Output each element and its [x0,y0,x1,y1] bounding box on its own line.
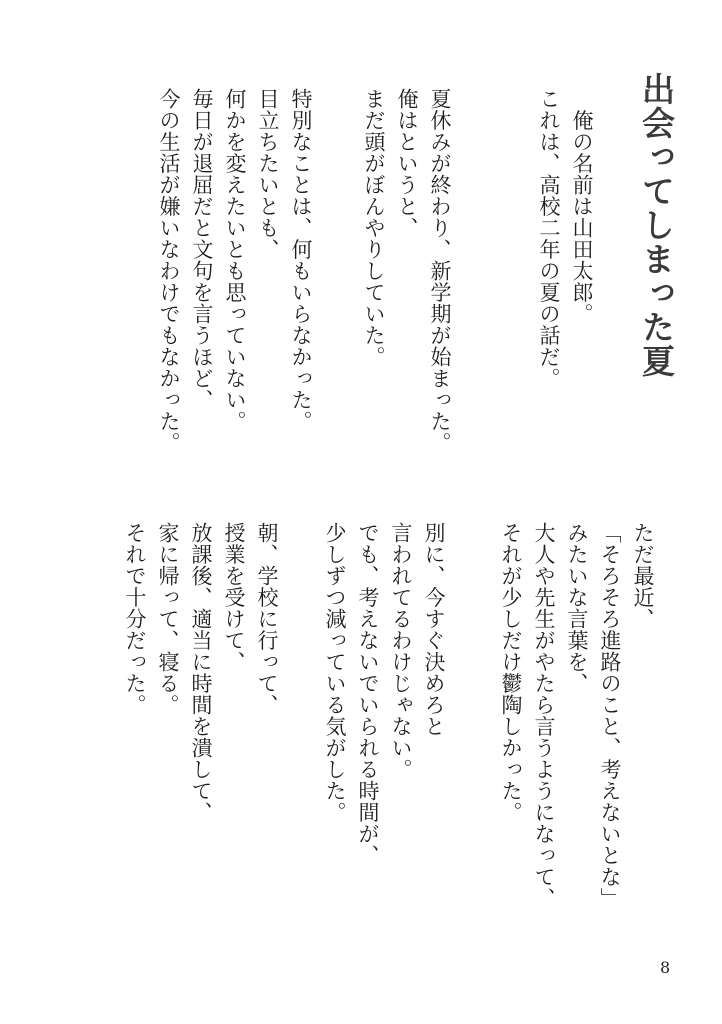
paragraph-2 [357,88,456,454]
text-line: みたいな言葉を、 [565,522,589,694]
text-line: 放課後、適当に時間を潰して、 [189,522,213,823]
paragraph-6 [118,522,283,823]
text-line: それで十分だった。 [123,522,147,716]
text-line: これは、高校二年の夏の話だ。 [537,88,561,389]
text-line: 家に帰って、寝る。 [156,522,180,716]
text-line: ただ最近、 [631,522,655,630]
text-line: 言われてるわけじゃない。 [389,522,413,780]
paragraph-3 [152,88,317,454]
text-line: 朝、学校に行って、 [255,522,279,716]
text-line: 目立ちたいとも、 [256,88,280,260]
page-number: 8 [660,958,671,977]
chapter-title: 出会ってしまった夏 [637,72,676,378]
text-line: 毎日が退屈だと文句を言うほど、 [190,88,214,411]
paragraph-1 [532,88,598,389]
text-line: 今の生活が嫌いなわけでもなかった。 [157,88,181,454]
paragraph-4 [494,522,659,909]
text-line: 別に、今すぐ決めろと [422,522,446,737]
text-line: それが少しだけ鬱陶しかった。 [499,522,523,823]
text-line: 何かを変えたいとも思っていない。 [223,88,247,432]
text-line: まだ頭がぼんやりしていた。 [362,88,386,368]
paragraph-5 [318,522,450,866]
text-line: 特別なことは、何もいらなかった。 [289,88,313,432]
text-line: 少しずつ減っている気がした。 [323,522,347,823]
text-line: でも、考えないでいられる時間が、 [356,522,380,866]
text-line: 「そろそろ進路のこと、考えないとな」 [598,522,622,909]
text-line: 授業を受けて、 [222,522,246,673]
text-line: 俺はというと、 [395,88,419,239]
text-line: 夏休みが終わり、新学期が始まった。 [428,88,452,454]
text-line: 大人や先生がやたら言うようになって、 [532,522,556,909]
text-line: 俺の名前は山田太郎。 [570,88,594,325]
